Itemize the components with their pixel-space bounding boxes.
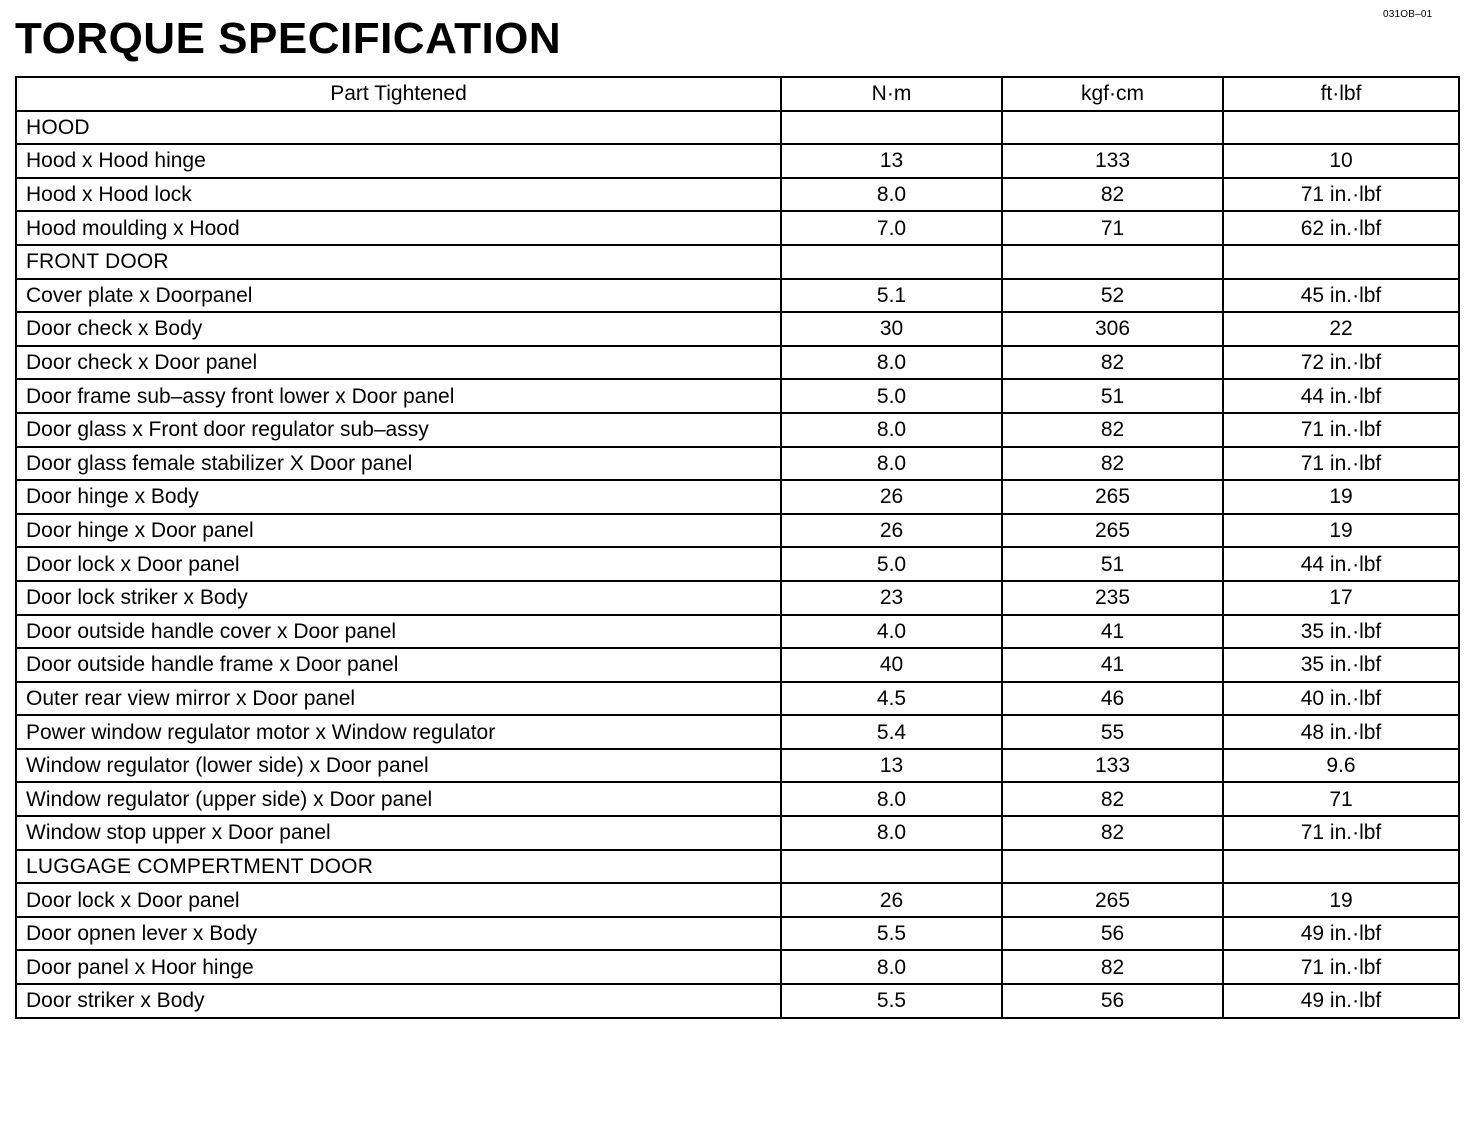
ftlbf-value-cell xyxy=(1223,245,1459,279)
nm-value-cell: 30 xyxy=(781,312,1002,346)
table-row xyxy=(16,917,1459,951)
table-row xyxy=(16,413,1459,447)
part-tightened-cell: Door frame sub–assy front lower x Door panel xyxy=(16,379,781,413)
kgfcm-value-cell: 52 xyxy=(1002,279,1223,313)
nm-value-cell: 7.0 xyxy=(781,211,1002,245)
ftlbf-value-cell: 44 in.·lbf xyxy=(1223,547,1459,581)
nm-value-cell: 13 xyxy=(781,749,1002,783)
table-body xyxy=(16,111,1459,1018)
ftlbf-value-cell: 40 in.·lbf xyxy=(1223,682,1459,716)
ftlbf-value-cell: 22 xyxy=(1223,312,1459,346)
kgfcm-value-cell: 71 xyxy=(1002,211,1223,245)
table-row xyxy=(16,715,1459,749)
table-row xyxy=(16,346,1459,380)
document-code: 031OB–01 xyxy=(1383,9,1433,20)
table-row xyxy=(16,883,1459,917)
ftlbf-value-cell: 71 in.·lbf xyxy=(1223,447,1459,481)
ftlbf-value-cell: 48 in.·lbf xyxy=(1223,715,1459,749)
kgfcm-value-cell: 306 xyxy=(1002,312,1223,346)
kgfcm-value-cell: 82 xyxy=(1002,782,1223,816)
table-row xyxy=(16,682,1459,716)
kgfcm-value-cell: 41 xyxy=(1002,615,1223,649)
part-tightened-cell: Door panel x Hoor hinge xyxy=(16,950,781,984)
ftlbf-value-cell: 35 in.·lbf xyxy=(1223,648,1459,682)
nm-value-cell: 23 xyxy=(781,581,1002,615)
table-row xyxy=(16,514,1459,548)
nm-value-cell: 5.4 xyxy=(781,715,1002,749)
section-header-row xyxy=(16,111,1459,145)
table-row xyxy=(16,312,1459,346)
ftlbf-value-cell: 45 in.·lbf xyxy=(1223,279,1459,313)
nm-value-cell xyxy=(781,111,1002,145)
part-tightened-cell: Door outside handle cover x Door panel xyxy=(16,615,781,649)
part-tightened-cell: Hood moulding x Hood xyxy=(16,211,781,245)
kgfcm-value-cell: 82 xyxy=(1002,413,1223,447)
kgfcm-value-cell: 82 xyxy=(1002,178,1223,212)
ftlbf-value-cell: 17 xyxy=(1223,581,1459,615)
nm-value-cell: 5.5 xyxy=(781,984,1002,1018)
ftlbf-value-cell: 71 in.·lbf xyxy=(1223,816,1459,850)
table-row xyxy=(16,615,1459,649)
nm-value-cell xyxy=(781,245,1002,279)
ftlbf-value-cell: 49 in.·lbf xyxy=(1223,917,1459,951)
part-tightened-cell: Power window regulator motor x Window regulator xyxy=(16,715,781,749)
part-tightened-cell: Hood x Hood hinge xyxy=(16,144,781,178)
kgfcm-value-cell xyxy=(1002,245,1223,279)
ftlbf-value-cell: 35 in.·lbf xyxy=(1223,615,1459,649)
kgfcm-value-cell: 82 xyxy=(1002,346,1223,380)
kgfcm-value-cell: 46 xyxy=(1002,682,1223,716)
kgfcm-value-cell xyxy=(1002,111,1223,145)
table-row xyxy=(16,480,1459,514)
ftlbf-value-cell xyxy=(1223,111,1459,145)
kgfcm-value-cell: 82 xyxy=(1002,816,1223,850)
kgfcm-value-cell: 82 xyxy=(1002,447,1223,481)
ftlbf-value-cell: 49 in.·lbf xyxy=(1223,984,1459,1018)
part-tightened-cell: Door check x Body xyxy=(16,312,781,346)
part-tightened-cell: Door lock x Door panel xyxy=(16,547,781,581)
nm-value-cell: 8.0 xyxy=(781,447,1002,481)
kgfcm-value-cell: 265 xyxy=(1002,883,1223,917)
table-row xyxy=(16,984,1459,1018)
nm-value-cell: 5.0 xyxy=(781,379,1002,413)
ftlbf-value-cell: 71 in.·lbf xyxy=(1223,413,1459,447)
kgfcm-value-cell: 51 xyxy=(1002,547,1223,581)
part-tightened-cell: Door outside handle frame x Door panel xyxy=(16,648,781,682)
ftlbf-value-cell: 72 in.·lbf xyxy=(1223,346,1459,380)
part-tightened-cell: Door striker x Body xyxy=(16,984,781,1018)
kgfcm-value-cell: 133 xyxy=(1002,144,1223,178)
kgfcm-value-cell: 133 xyxy=(1002,749,1223,783)
nm-value-cell: 26 xyxy=(781,514,1002,548)
ftlbf-value-cell xyxy=(1223,850,1459,884)
part-tightened-cell: Door opnen lever x Body xyxy=(16,917,781,951)
table-row xyxy=(16,279,1459,313)
column-header-nm: N·m xyxy=(781,77,1002,111)
nm-value-cell: 4.5 xyxy=(781,682,1002,716)
nm-value-cell: 26 xyxy=(781,883,1002,917)
table-row xyxy=(16,178,1459,212)
part-tightened-cell: Window stop upper x Door panel xyxy=(16,816,781,850)
nm-value-cell: 5.0 xyxy=(781,547,1002,581)
ftlbf-value-cell: 71 in.·lbf xyxy=(1223,178,1459,212)
section-title-cell: FRONT DOOR xyxy=(16,245,781,279)
table-row xyxy=(16,144,1459,178)
ftlbf-value-cell: 71 in.·lbf xyxy=(1223,950,1459,984)
part-tightened-cell: Door check x Door panel xyxy=(16,346,781,380)
nm-value-cell: 26 xyxy=(781,480,1002,514)
nm-value-cell xyxy=(781,850,1002,884)
table-row xyxy=(16,816,1459,850)
column-header-part-tightened: Part Tightened xyxy=(16,77,781,111)
part-tightened-cell: Door hinge x Body xyxy=(16,480,781,514)
part-tightened-cell: Outer rear view mirror x Door panel xyxy=(16,682,781,716)
part-tightened-cell: Door hinge x Door panel xyxy=(16,514,781,548)
nm-value-cell: 8.0 xyxy=(781,413,1002,447)
kgfcm-value-cell: 56 xyxy=(1002,984,1223,1018)
part-tightened-cell: Window regulator (lower side) x Door panel xyxy=(16,749,781,783)
section-header-row xyxy=(16,850,1459,884)
part-tightened-cell: Door glass x Front door regulator sub–assy xyxy=(16,413,781,447)
kgfcm-value-cell: 56 xyxy=(1002,917,1223,951)
part-tightened-cell: Door lock x Door panel xyxy=(16,883,781,917)
ftlbf-value-cell: 19 xyxy=(1223,883,1459,917)
column-header-ftlbf: ft·lbf xyxy=(1223,77,1459,111)
ftlbf-value-cell: 71 xyxy=(1223,782,1459,816)
nm-value-cell: 13 xyxy=(781,144,1002,178)
kgfcm-value-cell: 82 xyxy=(1002,950,1223,984)
ftlbf-value-cell: 44 in.·lbf xyxy=(1223,379,1459,413)
kgfcm-value-cell xyxy=(1002,850,1223,884)
table-row xyxy=(16,950,1459,984)
nm-value-cell: 5.5 xyxy=(781,917,1002,951)
ftlbf-value-cell: 62 in.·lbf xyxy=(1223,211,1459,245)
table-row xyxy=(16,581,1459,615)
kgfcm-value-cell: 265 xyxy=(1002,480,1223,514)
table-row xyxy=(16,447,1459,481)
kgfcm-value-cell: 235 xyxy=(1002,581,1223,615)
torque-specification-table xyxy=(15,76,1460,1019)
table-row xyxy=(16,547,1459,581)
nm-value-cell: 8.0 xyxy=(781,782,1002,816)
table-header-row xyxy=(16,77,1459,111)
ftlbf-value-cell: 19 xyxy=(1223,514,1459,548)
column-header-kgfcm: kgf·cm xyxy=(1002,77,1223,111)
part-tightened-cell: Door lock striker x Body xyxy=(16,581,781,615)
kgfcm-value-cell: 41 xyxy=(1002,648,1223,682)
section-title-cell: LUGGAGE COMPERTMENT DOOR xyxy=(16,850,781,884)
nm-value-cell: 5.1 xyxy=(781,279,1002,313)
section-header-row xyxy=(16,245,1459,279)
part-tightened-cell: Hood x Hood lock xyxy=(16,178,781,212)
ftlbf-value-cell: 9.6 xyxy=(1223,749,1459,783)
ftlbf-value-cell: 10 xyxy=(1223,144,1459,178)
part-tightened-cell: Cover plate x Doorpanel xyxy=(16,279,781,313)
nm-value-cell: 8.0 xyxy=(781,816,1002,850)
page-title: TORQUE SPECIFICATION xyxy=(15,14,562,63)
part-tightened-cell: Door glass female stabilizer X Door panel xyxy=(16,447,781,481)
nm-value-cell: 8.0 xyxy=(781,346,1002,380)
section-title-cell: HOOD xyxy=(16,111,781,145)
ftlbf-value-cell: 19 xyxy=(1223,480,1459,514)
nm-value-cell: 8.0 xyxy=(781,178,1002,212)
nm-value-cell: 40 xyxy=(781,648,1002,682)
table-row xyxy=(16,379,1459,413)
kgfcm-value-cell: 265 xyxy=(1002,514,1223,548)
nm-value-cell: 4.0 xyxy=(781,615,1002,649)
kgfcm-value-cell: 51 xyxy=(1002,379,1223,413)
nm-value-cell: 8.0 xyxy=(781,950,1002,984)
part-tightened-cell: Window regulator (upper side) x Door panel xyxy=(16,782,781,816)
table-row xyxy=(16,211,1459,245)
kgfcm-value-cell: 55 xyxy=(1002,715,1223,749)
table-row xyxy=(16,782,1459,816)
table-row xyxy=(16,749,1459,783)
table-row xyxy=(16,648,1459,682)
